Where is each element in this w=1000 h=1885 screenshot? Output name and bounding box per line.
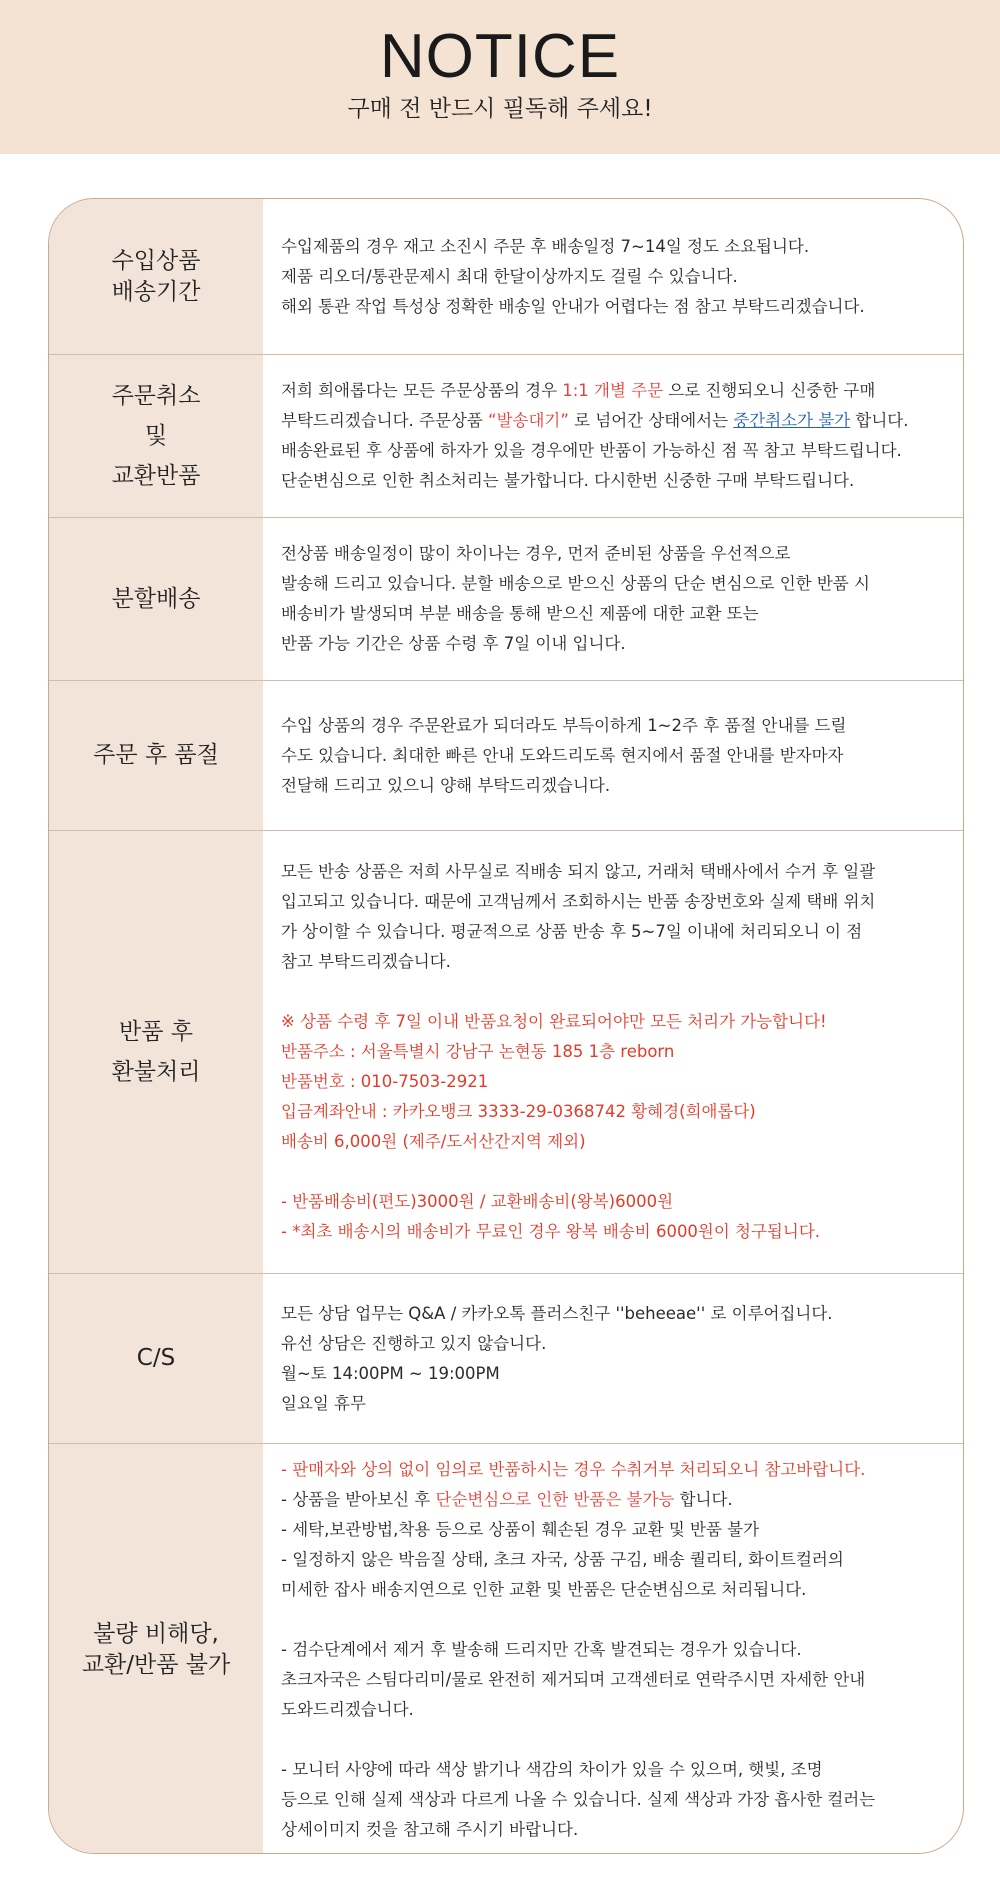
- individual-order-highlight: 1:1 개별 주문: [562, 381, 664, 400]
- content-line: 등으로 인해 실제 색상과 다르게 나올 수 있습니다. 실제 색상과 가장 흡사한 컬러는: [281, 1789, 876, 1809]
- row-content: [281, 831, 953, 1273]
- row-content: [281, 355, 953, 517]
- spacer: [281, 1157, 953, 1187]
- row-label-text: 교환반품: [111, 463, 201, 489]
- content-line: 단순변심으로 인한 취소처리는 불가합니다. 다시한번 신중한 구매 부탁드립니다.: [281, 471, 855, 490]
- page-title: NOTICE: [379, 22, 621, 91]
- content-line: - 일정하지 않은 박음질 상태, 초크 자국, 상품 구김, 배송 퀄리티, 화이트컬러의: [281, 1549, 844, 1569]
- content-line: 상세이미지 컷을 참고해 주시기 바랍니다.: [281, 1819, 579, 1839]
- return-deadline-warning: ※ 상품 수령 후 7일 이내 반품요청이 완료되어야만 모든 처리가 가능합니다!: [281, 1012, 827, 1031]
- notice-row-customer-service: [49, 1273, 964, 1443]
- content-line: 초크자국은 스팀다리미/물로 완전히 제거되며 고객센터로 연락주시면 자세한 안내: [281, 1669, 866, 1689]
- content-line: - 세탁,보관방법,착용 등으로 상품이 훼손된 경우 교환 및 반품 불가: [281, 1519, 760, 1539]
- page-subtitle: 구매 전 반드시 필독해 주세요!: [347, 96, 653, 122]
- content-line: 입고되고 있습니다. 때문에 고객님께서 조회하시는 반품 송장번호와 실제 택배 위치: [281, 892, 876, 911]
- row-label-text: 수입상품: [111, 247, 201, 274]
- content-line: 수입 상품의 경우 주문완료가 되더라도 부득이하게 1~2주 후 품절 안내를 드릴: [281, 715, 847, 735]
- row-content: [281, 681, 953, 830]
- content-line: 해외 통관 작업 특성상 정확한 배송일 안내가 어렵다는 점 참고 부탁드리겠습니다.: [281, 296, 865, 316]
- text-span: 부탁드리겠습니다. 주문상품: [281, 411, 489, 430]
- change-of-mind-highlight: 단순변심으로 인한 반품은 불가능: [435, 1489, 675, 1509]
- row-label-text: C/S: [136, 1345, 176, 1371]
- spacer: [281, 977, 953, 1007]
- content-line: 유선 상담은 진행하고 있지 않습니다.: [281, 1333, 547, 1353]
- content-line: 가 상이할 수 있습니다. 평균적으로 상품 반송 후 5~7일 이내에 처리되오니 이 점: [281, 922, 863, 941]
- text-span: - 상품을 받아보신 후: [281, 1489, 436, 1509]
- row-label: [49, 518, 263, 680]
- text-span: 합니다.: [850, 411, 909, 430]
- bank-account-info: 입금계좌안내 : 카카오뱅크 3333-29-0368742 황혜경(희애롭다): [281, 1102, 756, 1121]
- row-label: [49, 1444, 263, 1854]
- content-line: 배송비가 발생되며 부분 배송을 통해 받으신 제품에 대한 교환 또는: [281, 604, 759, 623]
- text-span: 합니다.: [674, 1489, 733, 1509]
- content-line: 미세한 잡사 배송지연으로 인한 교환 및 반품은 단순변심으로 처리됩니다.: [281, 1579, 807, 1599]
- row-content: [281, 518, 953, 680]
- text-span: 으로 진행되오니 신중한 구매: [663, 381, 876, 400]
- row-label: [49, 199, 263, 354]
- row-label-text: 및: [144, 423, 168, 449]
- content-line: 수입제품의 경우 재고 소진시 주문 후 배송일정 7~14일 정도 소요됩니다.: [281, 236, 810, 256]
- row-label: [49, 355, 263, 517]
- arbitrary-return-warning: - 판매자와 상의 없이 임의로 반품하시는 경우 수취거부 처리되오니 참고바랍니다.: [281, 1459, 866, 1479]
- row-label: [49, 681, 263, 830]
- notice-row-non-defect: [49, 1443, 964, 1854]
- content-line: [281, 376, 953, 406]
- text-span: 로 넘어간 상태에서는: [568, 411, 734, 430]
- row-content: [281, 199, 953, 354]
- row-label-text: 교환/반품 불가: [81, 1651, 231, 1678]
- pending-shipment-highlight: “발송대기”: [488, 411, 569, 430]
- text-span: 저희 희애롭다는 모든 주문상품의 경우: [281, 381, 563, 400]
- row-label-text: 불량 비해당,: [93, 1620, 219, 1647]
- return-address: 반품주소 : 서울특별시 강남구 논현동 185 1층 reborn: [281, 1042, 675, 1061]
- notice-header: [0, 0, 1000, 154]
- notice-row-cancel-exchange: [49, 354, 964, 517]
- content-line: 모든 상담 업무는 Q&A / 카카오톡 플러스친구 ''beheeae'' 로 이루어집니다.: [281, 1303, 833, 1323]
- content-line: 도와드리겠습니다.: [281, 1699, 414, 1719]
- notice-row-sold-out: [49, 680, 964, 830]
- return-fee-info: - 반품배송비(편도)3000원 / 교환배송비(왕복)6000원: [281, 1192, 674, 1211]
- row-content: [281, 1444, 953, 1854]
- content-line: 반품 가능 기간은 상품 수령 후 7일 이내 입니다.: [281, 634, 626, 653]
- round-trip-fee-info: - *최초 배송시의 배송비가 무료인 경우 왕복 배송비 6000원이 청구됩니다.: [281, 1222, 820, 1241]
- row-label-text: 주문취소: [111, 383, 201, 409]
- row-label: [49, 1274, 263, 1443]
- content-line: 참고 부탁드리겠습니다.: [281, 952, 451, 971]
- content-line: - 검수단계에서 제거 후 발송해 드리지만 간혹 발견되는 경우가 있습니다.: [281, 1639, 802, 1659]
- content-line: 전상품 배송일정이 많이 차이나는 경우, 먼저 준비된 상품을 우선적으로: [281, 544, 791, 563]
- content-line: 월~토 14:00PM ~ 19:00PM: [281, 1363, 500, 1383]
- row-label-text: 배송기간: [111, 278, 201, 305]
- content-line: - 모니터 사양에 따라 색상 밝기나 색감의 차이가 있을 수 있으며, 햇빛, 조명: [281, 1759, 823, 1779]
- no-cancellation-highlight: 중간취소가 불가: [733, 411, 851, 430]
- content-line: 제품 리오더/통관문제시 최대 한달이상까지도 걸릴 수 있습니다.: [281, 266, 738, 286]
- row-content: [281, 1274, 953, 1443]
- row-label-text: 분할배송: [111, 585, 201, 612]
- content-line: [281, 1485, 953, 1515]
- notice-row-import-shipping: [49, 199, 964, 354]
- row-label-text: 반품 후: [119, 1019, 193, 1045]
- notice-row-return-refund: [49, 830, 964, 1273]
- row-label: [49, 831, 263, 1273]
- content-line: 수도 있습니다. 최대한 빠른 안내 도와드리도록 현지에서 품절 안내를 받자마자: [281, 745, 844, 765]
- content-line: 발송해 드리고 있습니다. 분할 배송으로 받으신 상품의 단순 변심으로 인한 반품 시: [281, 574, 870, 593]
- row-label-text: 주문 후 품절: [93, 742, 219, 768]
- spacer: [281, 1605, 953, 1635]
- content-line: 일요일 휴무: [281, 1393, 366, 1413]
- content-line: 배송완료된 후 상품에 하자가 있을 경우에만 반품이 가능하신 점 꼭 참고 부탁드립니다.: [281, 441, 902, 460]
- shipping-fee-info: 배송비 6,000원 (제주/도서산간지역 제외): [281, 1132, 586, 1151]
- spacer: [281, 1725, 953, 1755]
- content-line: [281, 406, 953, 436]
- content-line: 전달해 드리고 있으니 양해 부탁드리겠습니다.: [281, 775, 611, 795]
- content-line: 모든 반송 상품은 저희 사무실로 직배송 되지 않고, 거래처 택배사에서 수거 후 일괄: [281, 862, 876, 881]
- return-phone: 반품번호 : 010-7503-2921: [281, 1072, 489, 1091]
- notice-table: [48, 198, 964, 1854]
- row-label-text: 환불처리: [111, 1059, 201, 1085]
- notice-row-split-shipping: [49, 517, 964, 680]
